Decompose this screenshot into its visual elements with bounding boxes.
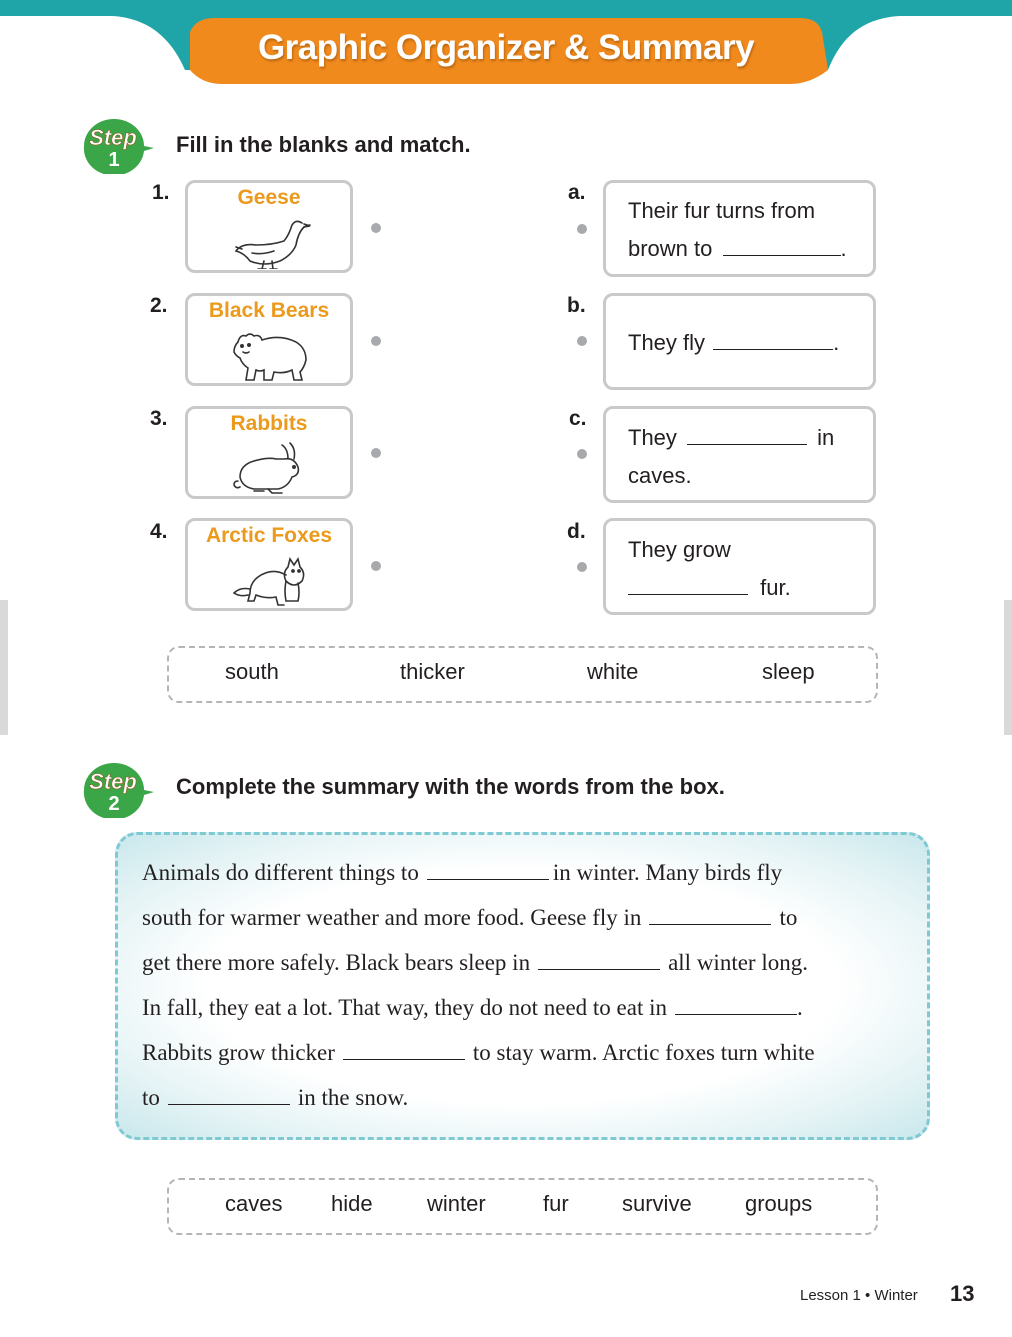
sentence-text	[628, 575, 791, 601]
sentence-box-c	[603, 406, 876, 503]
match-dot[interactable]	[371, 336, 381, 346]
answer-blank[interactable]	[168, 1086, 290, 1105]
answer-blank[interactable]	[675, 996, 797, 1015]
summary-line	[142, 905, 797, 931]
answer-blank[interactable]	[687, 426, 807, 445]
step-1-badge-number: 1	[108, 149, 120, 171]
item-number-1: 1.	[152, 181, 170, 204]
fox-icon	[226, 553, 318, 607]
item-number-4: 4.	[150, 520, 168, 543]
word-bank-word: thicker	[400, 659, 465, 684]
step-1-badge	[78, 118, 158, 174]
letter-a: a.	[568, 181, 586, 204]
rabbit-icon	[232, 441, 312, 495]
match-dot[interactable]	[577, 224, 587, 234]
sentence-text: They grow	[628, 537, 731, 562]
animal-name: Geese	[237, 186, 301, 209]
word-bank-word: white	[587, 659, 639, 684]
summary-line	[142, 1040, 815, 1066]
match-dot[interactable]	[577, 562, 587, 572]
answer-blank[interactable]	[713, 331, 833, 350]
summary-text: to	[142, 1085, 160, 1110]
word-bank-word: groups	[745, 1191, 813, 1216]
animal-name: Black Bears	[208, 299, 330, 322]
word-bank-word: hide	[331, 1191, 373, 1216]
sentence-text-part: .	[840, 236, 847, 261]
sentence-text-part: fur.	[760, 575, 791, 600]
step-1-instruction: Fill in the blanks and match.	[176, 132, 471, 157]
animal-name: Arctic Foxes	[205, 524, 333, 547]
item-number-2: 2.	[150, 294, 168, 317]
letter-d: d.	[567, 520, 586, 543]
match-dot[interactable]	[371, 448, 381, 458]
step-2-badge-number: 2	[108, 793, 120, 815]
match-dot[interactable]	[371, 223, 381, 233]
answer-blank[interactable]	[649, 906, 771, 925]
step-1-badge-word: Step	[89, 125, 137, 150]
sentence-text	[628, 330, 839, 356]
item-number-3: 3.	[150, 407, 168, 430]
match-dot[interactable]	[577, 336, 587, 346]
word-bank-word: sleep	[762, 659, 815, 684]
summary-line	[142, 950, 808, 976]
sentence-text: Their fur turns from	[628, 198, 816, 223]
sentence-text-part: .	[833, 330, 840, 355]
answer-blank[interactable]	[343, 1041, 465, 1060]
summary-line	[142, 860, 782, 886]
sentence-text-part: They fly	[628, 330, 706, 355]
letter-b: b.	[567, 294, 586, 317]
match-dot[interactable]	[371, 561, 381, 571]
summary-text: south for warmer weather and more food. Geese fly in	[142, 905, 642, 930]
sentence-text-part: in	[817, 425, 835, 450]
animal-box-black-bears	[185, 293, 353, 386]
sentence-text	[628, 236, 847, 262]
word-bank-word: survive	[622, 1191, 692, 1216]
summary-text: to stay warm. Arctic foxes turn white	[472, 1040, 815, 1065]
footer-lesson-label: Lesson 1 • Winter	[800, 1287, 918, 1304]
summary-text: get there more safely. Black bears sleep in	[142, 950, 531, 975]
left-edge-tab	[0, 600, 8, 735]
match-dot[interactable]	[577, 449, 587, 459]
step-2-badge-word: Step	[89, 769, 137, 794]
word-bank-word: south	[225, 659, 279, 684]
summary-line	[142, 995, 803, 1021]
step-2-badge	[78, 762, 158, 818]
sentence-text-part: They	[628, 425, 677, 450]
word-bank-word: winter	[427, 1191, 486, 1216]
answer-blank[interactable]	[538, 951, 660, 970]
word-bank-word: fur	[543, 1191, 569, 1216]
summary-text: to	[779, 905, 798, 930]
step-2-instruction: Complete the summary with the words from the box.	[176, 774, 725, 799]
bear-icon	[232, 328, 312, 382]
word-bank-word: caves	[225, 1191, 283, 1216]
answer-blank[interactable]	[628, 576, 748, 595]
animal-box-rabbits	[185, 406, 353, 499]
summary-text: all winter long.	[668, 950, 808, 975]
letter-c: c.	[569, 407, 587, 430]
summary-line	[142, 1085, 408, 1111]
sentence-text-part: brown to	[628, 236, 713, 261]
summary-text: Animals do different things to	[142, 860, 419, 885]
summary-text: .	[797, 995, 803, 1020]
summary-text: Rabbits grow thicker	[142, 1040, 335, 1065]
sentence-box-a	[603, 180, 876, 277]
summary-text: In fall, they eat a lot. That way, they do not need to eat in	[142, 995, 668, 1020]
answer-blank[interactable]	[723, 237, 841, 256]
right-edge-tab	[1004, 600, 1012, 735]
page-number: 13	[950, 1281, 975, 1306]
summary-text: in winter. Many birds fly	[552, 860, 783, 885]
summary-text: in the snow.	[297, 1085, 409, 1110]
animal-box-geese	[185, 180, 353, 273]
answer-blank[interactable]	[427, 861, 549, 880]
animal-box-arctic-foxes	[185, 518, 353, 611]
sentence-text: caves.	[628, 463, 692, 488]
animal-name: Rabbits	[230, 412, 308, 435]
page-title: Graphic Organizer & Summary	[257, 28, 755, 67]
goose-icon	[232, 215, 312, 269]
sentence-box-b	[603, 293, 876, 390]
sentence-box-d	[603, 518, 876, 615]
sentence-text	[628, 425, 834, 451]
